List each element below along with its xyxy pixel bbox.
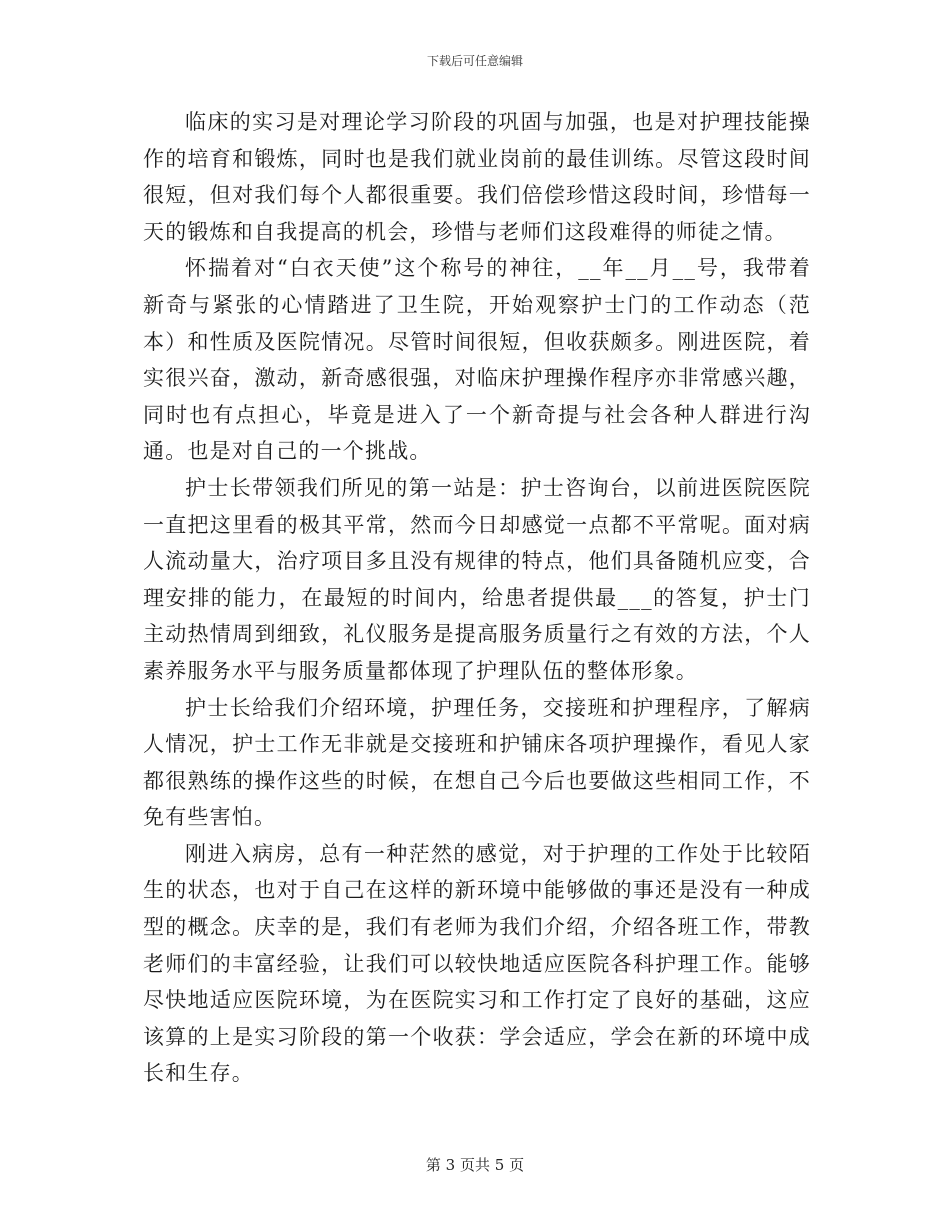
paragraph-2: 怀揣着对“白衣天使”这个称号的神往，__年__月__号，我带着新奇与紧张的心情踏进了卫生院，开始观察护士门的工作动态（范本）和性质及医院情况。尽管时间很短，但收获颇多。刚进医院，着实很兴奋，激动，新奇感很强，对临床护理操作程序亦非常感兴趣，同时也有点担心，毕竟是进入了一个新奇提与社会各种人群进行沟通。也是对自己的一个挑战。 — [143, 256, 811, 464]
page-header: 下载后可任意编辑 — [426, 54, 523, 68]
page-footer: 第 3 页共 5 页 — [425, 1156, 525, 1174]
paragraph-1: 临床的实习是对理论学习阶段的巩固与加强，也是对护理技能操作的培育和锻炼，同时也是我们就业岗前的最佳训练。尽管这段时间很短，但对我们每个人都很重要。我们倍偿珍惜这段时间，珍惜每一天的锻炼和自我提高的机会，珍惜与老师们这段难得的师徒之情。 — [143, 110, 811, 244]
document-body — [143, 104, 811, 1092]
paragraph-5: 刚进入病房，总有一种茫然的感觉，对于护理的工作处于比较陌生的状态，也对于自己在这样的新环境中能够做的事还是没有一种成型的概念。庆幸的是，我们有老师为我们介绍，介绍各班工作，带教老师们的丰富经验，让我们可以较快地适应医院各科护理工作。能够尽快地适应医院环境，为在医院实习和工作打定了良好的基础，这应该算的上是实习阶段的第一个收获：学会适应，学会在新的环境中成长和生存。 — [143, 841, 811, 1086]
paragraph-4: 护士长给我们介绍环境，护理任务，交接班和护理程序，了解病人情况，护士工作无非就是交接班和护铺床各项护理操作，看见人家都很熟练的操作这些的时候，在想自己今后也要做这些相同工作，不免有些害怕。 — [143, 695, 811, 830]
paragraph-3: 护士长带领我们所见的第一站是：护士咨询台，以前进医院医院一直把这里看的极其平常，然而今日却感觉一点都不平常呢。面对病人流动量大，治疗项目多且没有规律的特点，他们具备随机应变，合理安排的能力，在最短的时间内，给患者提供最___的答复，护士门主动热情周到细致，礼仪服务是提高服务质量行之有效的方法，个人素养服务水平与服务质量都体现了护理队伍的整体形象。 — [143, 475, 811, 683]
